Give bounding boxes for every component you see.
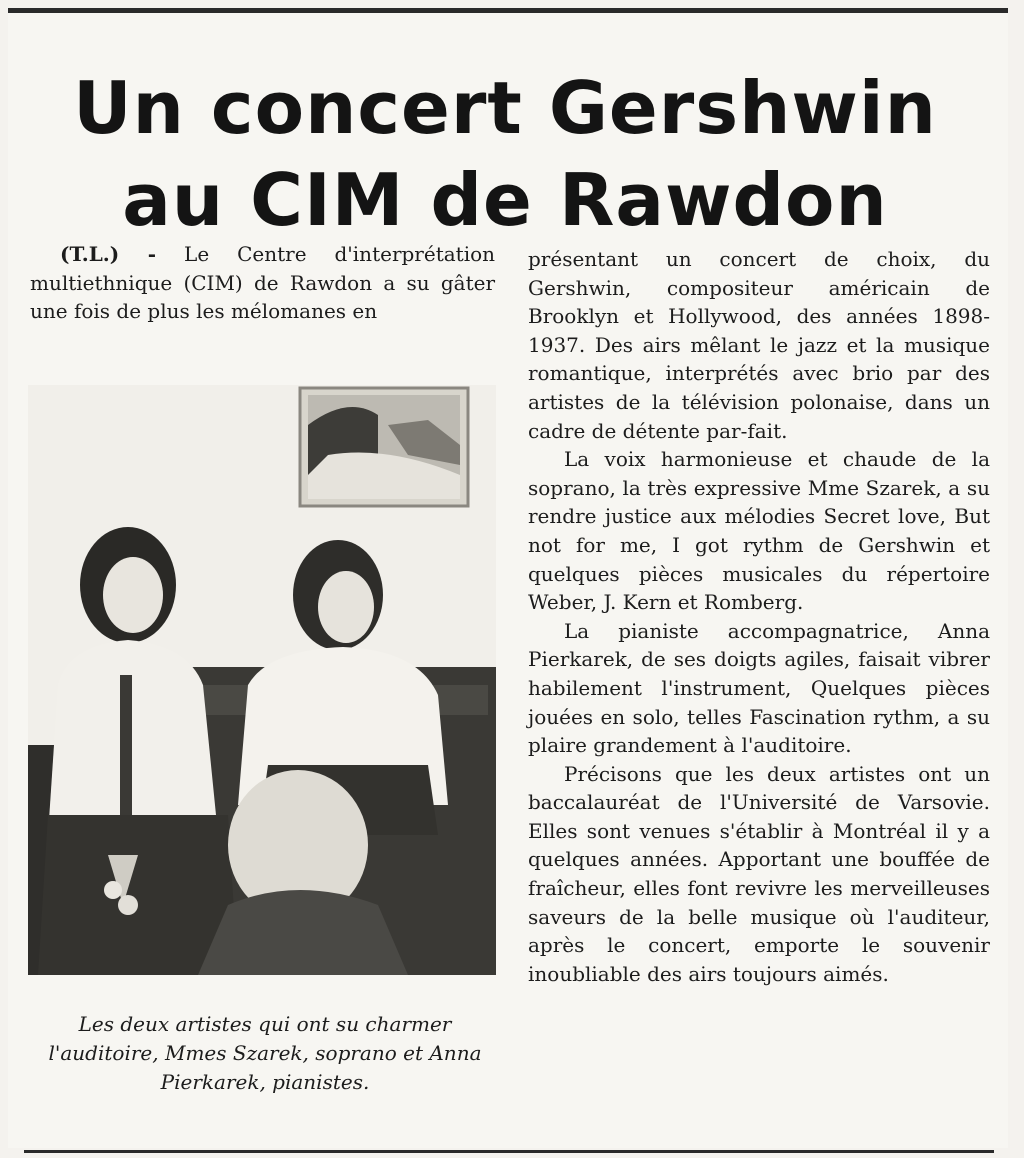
- paragraph-4: Précisons que les deux artistes ont un baccalauréat de l'Université de Varsovie. Elles sont venues s'établir à Montréal il y a quelques années. Apportant une bouffée de fraîcheur, elles font revivre les merveilleuses saveurs de la belle musique où l'auditeur, après le concert, emporte le souvenir inoubliable des airs toujours aimés.: [528, 761, 990, 986]
- lead-text: Le Centre d'interprétation multiethnique (CIM) de Rawdon a su gâter une fois de plus les mélomanes en: [30, 242, 496, 324]
- photo-caption: Les deux artistes qui ont su charmer l'auditoire, Mmes Szarek, soprano et Anna Pierkarek, pianistes.: [48, 1012, 482, 1094]
- photo-two-artists: [28, 385, 496, 975]
- paragraph-3: La pianiste accompagnatrice, Anna Pierkarek, de ses doigts agiles, faisait vibrer habilement l'instrument, Quelques pièces jouées en solo, telles Fascination rythm, a su plaire grandement à l'auditoire.: [528, 618, 990, 758]
- headline-line-1: Un concert Gershwin: [73, 66, 937, 151]
- bottom-rule: [24, 1150, 994, 1153]
- left-column: [30, 240, 495, 326]
- paragraph-2: La voix harmonieuse et chaude de la soprano, la très expressive Mme Szarek, a su rendre justice aux mélodies Secret love, But not for me, I got rythm de Gershwin et quelques pièces musicales du répertoire Weber, J. Kern et Romberg.: [528, 447, 990, 615]
- byline: (T.L.) -: [60, 242, 157, 266]
- lead-paragraph: [30, 240, 495, 326]
- headline-line-2: au CIM de Rawdon: [122, 158, 888, 243]
- headline: [20, 62, 990, 246]
- right-column: [528, 245, 990, 988]
- paragraph-1: présentant un concert de choix, du Gershwin, compositeur américain de Brooklyn et Hollywood, des années 1898-1937. Des airs mêlant le jazz et la musique romantique, interprétés avec brio par des artistes de la télévision polonaise, dans un cadre de détente par-fait.: [528, 247, 990, 443]
